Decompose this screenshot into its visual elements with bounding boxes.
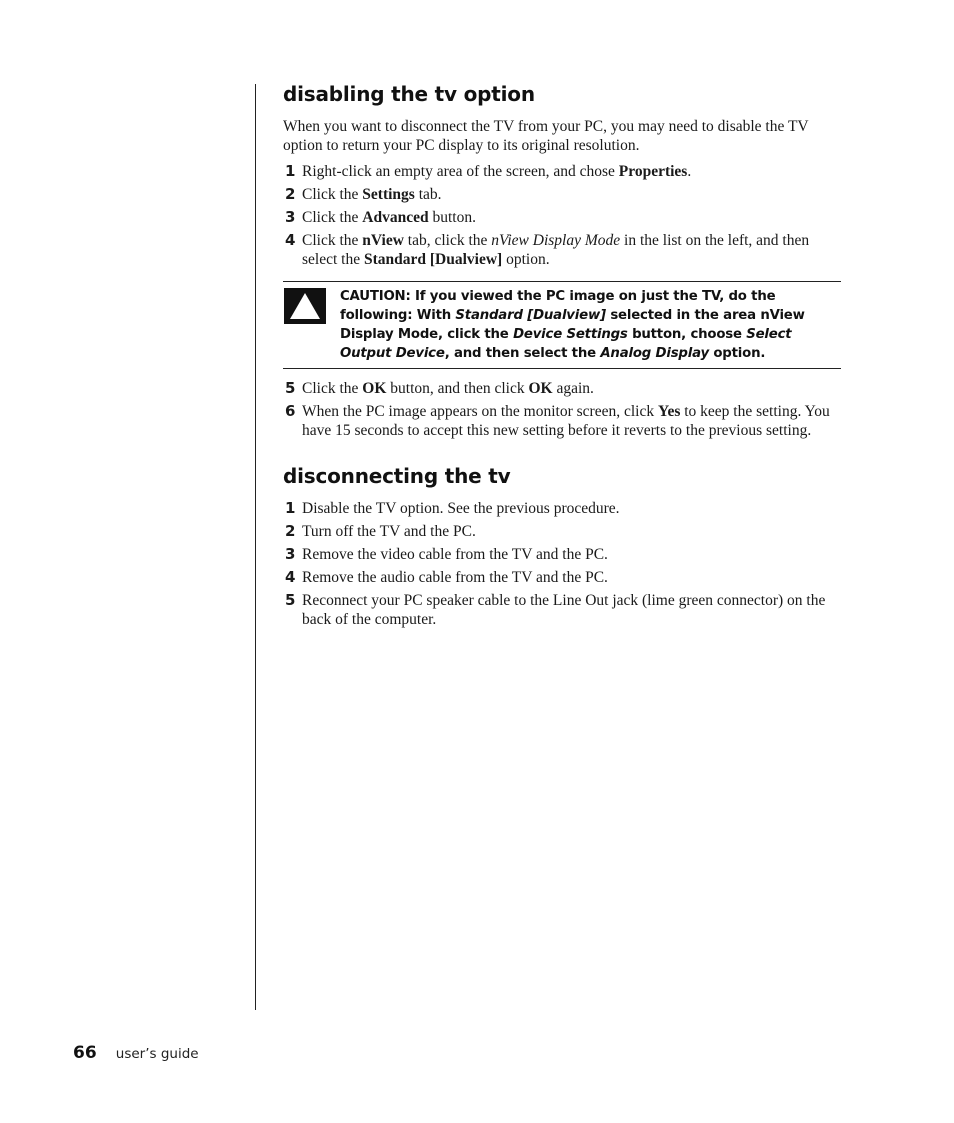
text-run: Standard [Dualview] bbox=[455, 308, 606, 323]
text-run: Remove the audio cable from the TV and the PC. bbox=[302, 569, 608, 586]
text-run: Select Output Device bbox=[340, 327, 792, 361]
text-run: Disable the TV option. See the previous procedure. bbox=[302, 500, 620, 517]
text-run: in the list on the left, and then select the bbox=[302, 232, 810, 268]
text-run: , and then select the bbox=[444, 346, 601, 361]
text-run: Remove the video cable from the TV and the PC. bbox=[302, 546, 608, 563]
text-run: Device Settings bbox=[513, 327, 628, 342]
page-footer bbox=[73, 1043, 199, 1063]
step-text bbox=[302, 186, 442, 203]
text-run: Turn off the TV and the PC. bbox=[302, 523, 476, 540]
step-text bbox=[302, 209, 476, 226]
step-number: 1 bbox=[285, 162, 296, 180]
step-number: 4 bbox=[285, 231, 296, 249]
steps-list-disconnecting bbox=[283, 499, 841, 629]
list-item bbox=[283, 522, 841, 541]
margin-rule bbox=[255, 84, 256, 1010]
caution-box bbox=[283, 281, 841, 369]
step-text bbox=[302, 232, 809, 268]
list-item bbox=[283, 231, 841, 269]
step-number: 1 bbox=[285, 499, 296, 517]
text-run: Click the bbox=[302, 209, 363, 226]
list-item bbox=[283, 208, 841, 227]
heading-disconnecting-tv: disconnecting the tv bbox=[283, 464, 511, 488]
text-run: option. bbox=[708, 346, 766, 361]
list-item bbox=[283, 185, 841, 204]
text-run: Analog Display bbox=[600, 346, 709, 361]
section-disconnecting bbox=[283, 462, 841, 629]
text-run: Click the bbox=[302, 232, 363, 249]
text-run: When the PC image appears on the monitor screen, click bbox=[302, 403, 658, 420]
text-run: Settings bbox=[362, 186, 415, 203]
text-run: nView Display Mode bbox=[491, 232, 621, 249]
text-run: Yes bbox=[657, 403, 681, 420]
step-number: 6 bbox=[285, 402, 296, 420]
text-run: Right-click an empty area of the screen, and chose bbox=[302, 163, 619, 180]
list-item bbox=[283, 568, 841, 587]
step-number: 5 bbox=[285, 379, 296, 397]
step-text bbox=[302, 403, 830, 439]
step-text bbox=[302, 592, 825, 628]
text-run: tab, click the bbox=[403, 232, 492, 249]
text-run: again. bbox=[552, 380, 594, 397]
text-run: selected in the area nView Display Mode, click the bbox=[340, 308, 805, 342]
intro-paragraph: When you want to disconnect the TV from your PC, you may need to disable the TV option to return your PC display to its original resolution. bbox=[283, 118, 809, 154]
caution-text bbox=[340, 287, 841, 363]
list-item bbox=[283, 402, 841, 440]
text-run: Standard [Dualview] bbox=[363, 251, 503, 268]
step-number: 3 bbox=[285, 545, 296, 563]
list-item bbox=[283, 545, 841, 564]
list-item bbox=[283, 379, 841, 398]
text-run: Reconnect your PC speaker cable to the Line Out jack (lime green connector) on the back of the computer. bbox=[302, 592, 826, 628]
text-run: OK bbox=[528, 380, 553, 397]
page-content bbox=[283, 80, 841, 633]
steps-list-before-caution bbox=[283, 162, 841, 269]
steps-list-after-caution bbox=[283, 379, 841, 440]
text-run: nView bbox=[362, 232, 404, 249]
step-text bbox=[302, 523, 476, 540]
list-item bbox=[283, 162, 841, 181]
step-number: 2 bbox=[285, 522, 296, 540]
caution-triangle-icon bbox=[284, 288, 326, 324]
text-run: . bbox=[687, 163, 692, 180]
text-run: tab. bbox=[414, 186, 442, 203]
step-number: 2 bbox=[285, 185, 296, 203]
footer-title: user’s guide bbox=[115, 1046, 199, 1062]
step-text bbox=[302, 163, 691, 180]
step-number: 4 bbox=[285, 568, 296, 586]
list-item bbox=[283, 499, 841, 518]
text-run: button, and then click bbox=[386, 380, 529, 397]
heading-disabling-tv-option: disabling the tv option bbox=[283, 82, 535, 106]
step-number: 5 bbox=[285, 591, 296, 609]
step-text bbox=[302, 546, 608, 563]
text-run: Click the bbox=[302, 380, 363, 397]
text-run: option. bbox=[502, 251, 550, 268]
text-run: CAUTION: If you viewed the PC image on just the TV, do the following: With bbox=[340, 289, 776, 323]
text-run: Properties bbox=[618, 163, 688, 180]
step-text bbox=[302, 569, 608, 586]
text-run: button, choose bbox=[627, 327, 747, 342]
list-item bbox=[283, 591, 841, 629]
step-text bbox=[302, 500, 620, 517]
page-number: 66 bbox=[73, 1043, 97, 1063]
text-run: OK bbox=[362, 380, 387, 397]
text-run: Advanced bbox=[362, 209, 429, 226]
text-run: button. bbox=[428, 209, 476, 226]
text-run: Click the bbox=[302, 186, 363, 203]
step-number: 3 bbox=[285, 208, 296, 226]
text-run: to keep the setting. You have 15 seconds to accept this new setting before it reverts to the previous setting. bbox=[302, 403, 830, 439]
step-text bbox=[302, 380, 594, 397]
